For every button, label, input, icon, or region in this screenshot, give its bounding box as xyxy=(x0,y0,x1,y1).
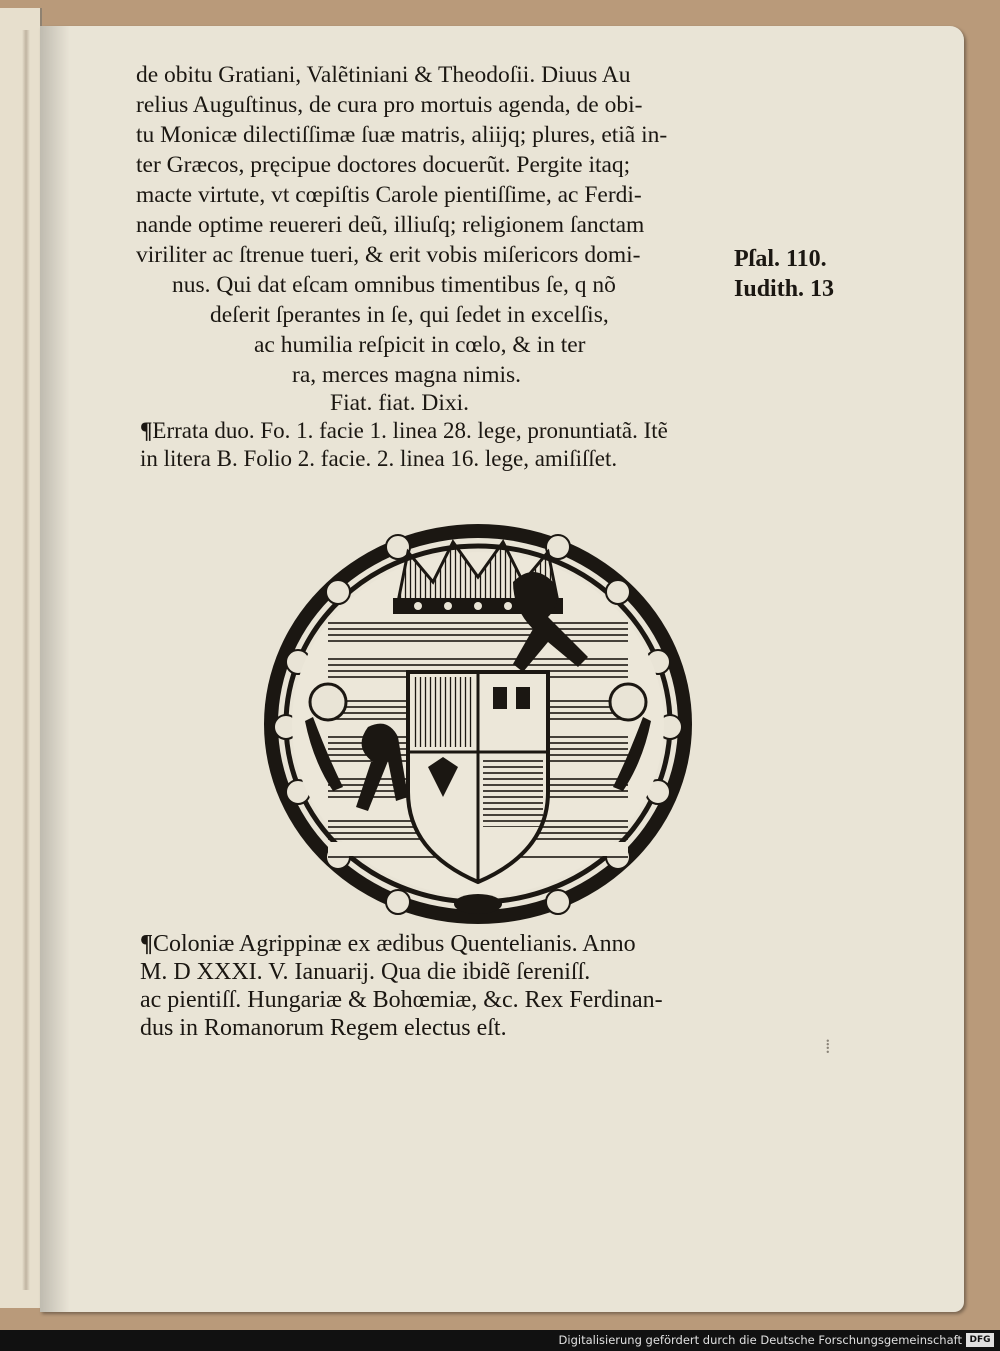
page-fold-shadow xyxy=(40,26,70,1312)
body-line-10: ac humilia reſpicit in cœlo, & in ter xyxy=(254,332,586,358)
colophon-text-1: Coloniæ Agrippinæ ex ædibus Quentelianis. Anno xyxy=(152,931,636,957)
errata-line-2: in litera B. Folio 2. facie. 2. linea 16. lege, amiſiſſet. xyxy=(140,446,618,471)
body-line-7: viriliter ac ſtrenue tueri, & erit vobis miſericors domi- xyxy=(136,242,641,268)
body-line-1: de obitu Gratiani, Valẽtiniani & Theodoſii. Diuus Au xyxy=(136,62,631,88)
book-page xyxy=(40,26,964,1312)
pilcrow-mark: ¶ xyxy=(140,418,153,443)
colophon-line-1 xyxy=(140,930,636,958)
paper-speck: ⁞ xyxy=(825,1036,831,1058)
body-line-2: relius Auguſtinus, de cura pro mortuis agenda, de obi- xyxy=(136,92,643,118)
colophon-line-4: dus in Romanorum Regem electus eſt. xyxy=(140,1015,507,1041)
body-line-8: nus. Qui dat eſcam omnibus timentibus ſe, q nõ xyxy=(172,272,616,298)
margin-note-judith: Iudith. 13 xyxy=(734,276,835,302)
body-line-5: macte virtute, vt cœpiſtis Carole pientiſſime, ac Ferdi- xyxy=(136,182,642,208)
pilcrow-mark-2: ¶ xyxy=(140,931,153,957)
body-line-9: deſerit ſperantes in ſe, qui ſedet in excelſis, xyxy=(210,302,609,328)
footer-bar xyxy=(0,1330,1000,1351)
footer-credit: Digitalisierung gefördert durch die Deutsche Forschungsgemeinschaft xyxy=(558,1333,962,1347)
body-line-11: ra, merces magna nimis. xyxy=(292,362,522,388)
margin-note-psalm: Pſal. 110. xyxy=(734,246,827,272)
colophon-line-2: M. D XXXI. V. Ianuarĳ. Qua die ibidẽ ſereniſſ. xyxy=(140,959,591,985)
body-line-4: ter Græcos, pręcipue doctores docuerũt. Pergite itaq; xyxy=(136,152,631,178)
coat-of-arms-woodcut xyxy=(258,512,698,932)
previous-page-edge xyxy=(0,8,42,1308)
dfg-logo: DFG xyxy=(966,1333,994,1347)
colophon-line-3: ac pientiſſ. Hungariæ & Bohœmiæ, &c. Rex Ferdinan- xyxy=(140,987,663,1013)
errata-text-1: Errata duo. Fo. 1. facie 1. linea 28. lege, pronuntiatã. Itẽ xyxy=(152,418,668,443)
body-line-6: nande optime reuereri deũ, illiuſq; religionem ſanctam xyxy=(136,212,645,238)
errata-line-1 xyxy=(140,416,668,446)
body-line-3: tu Monicæ dilectiſſimæ ſuæ matris, aliĳq; plures, etiã in- xyxy=(136,122,668,148)
gutter-shadow xyxy=(22,30,30,1290)
body-line-12: Fiat. fiat. Dixi. xyxy=(330,390,470,416)
